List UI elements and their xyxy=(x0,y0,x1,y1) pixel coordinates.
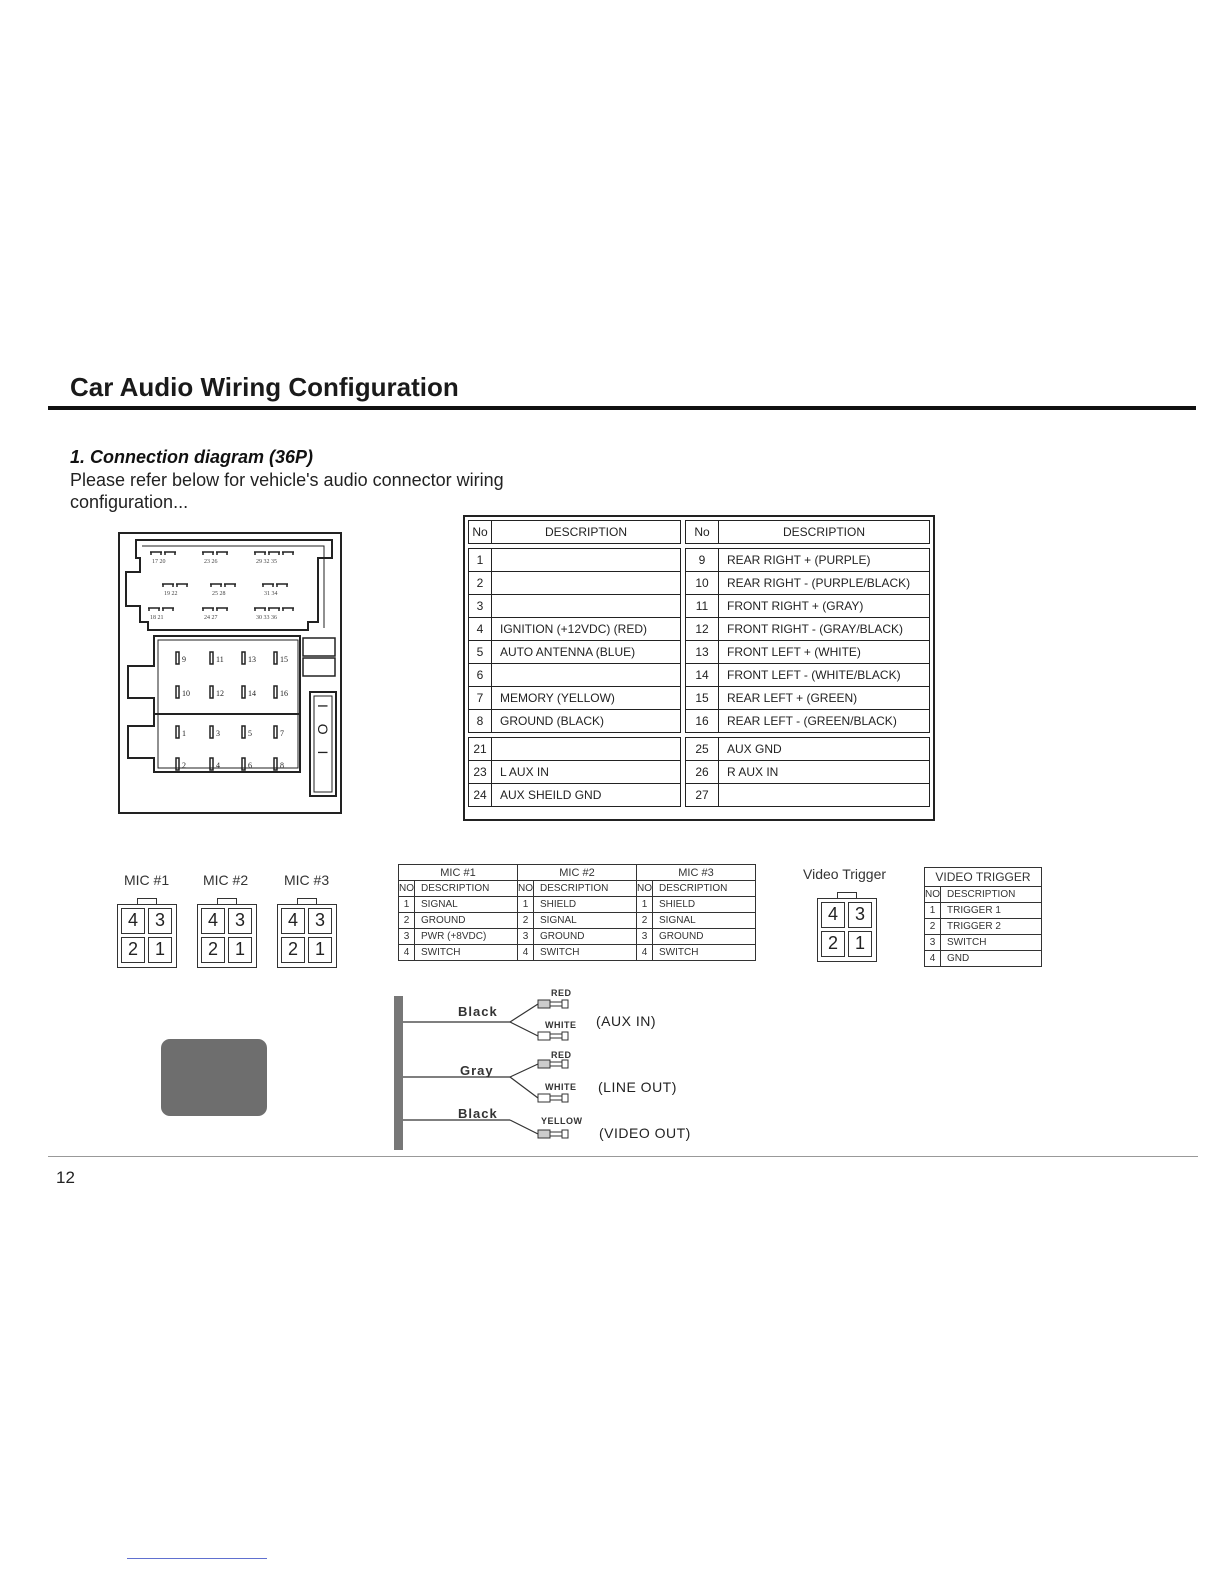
mic-group-header: MIC #2 xyxy=(518,865,637,881)
mic3-label: MIC #3 xyxy=(284,872,330,888)
column-header-no: NO xyxy=(518,881,534,897)
pin-number: 1 xyxy=(182,729,186,738)
mic-row-no: 1 xyxy=(637,897,653,913)
top-pin-label: 23 26 xyxy=(204,559,218,565)
pin-no: 8 xyxy=(469,710,492,733)
pin-number: 14 xyxy=(248,689,256,698)
rca-color-label: YELLOW xyxy=(541,1116,583,1126)
trigger-row-no: 4 xyxy=(925,951,941,967)
mic1-label: MIC #1 xyxy=(124,872,170,888)
video-trigger-label: Video Trigger xyxy=(803,866,887,882)
plug-pin: 2 xyxy=(121,937,145,963)
mic3-plug xyxy=(277,898,337,968)
pin-number: 15 xyxy=(280,655,288,664)
pin-number: 5 xyxy=(248,729,252,738)
mic-row-no: 3 xyxy=(518,929,534,945)
pin-description: R AUX IN xyxy=(719,761,930,784)
mic2-cell: GROUND xyxy=(534,929,637,945)
pin-description: REAR RIGHT + (PURPLE) xyxy=(719,549,930,572)
pin-number: 16 xyxy=(280,689,288,698)
column-header-description: DESCRIPTION xyxy=(534,881,637,897)
pin-number: 9 xyxy=(182,655,186,664)
mic-row-no: 4 xyxy=(399,945,415,961)
rca-group-label: (VIDEO OUT) xyxy=(599,1125,691,1141)
pin-number: 3 xyxy=(216,729,220,738)
mic2-cell: SIGNAL xyxy=(534,913,637,929)
cable-label: Black xyxy=(458,1004,498,1019)
pin-table-left xyxy=(468,520,681,807)
mic-row-no: 4 xyxy=(637,945,653,961)
pin-description xyxy=(492,664,681,687)
mic-table xyxy=(398,864,756,961)
pin-assignment-table xyxy=(463,515,935,821)
plug-pin: 4 xyxy=(201,908,225,934)
mic-row-no: 1 xyxy=(399,897,415,913)
mic-row-no: 2 xyxy=(637,913,653,929)
pin-description: AUTO ANTENNA (BLUE) xyxy=(492,641,681,664)
pin-description: GROUND (BLACK) xyxy=(492,710,681,733)
pin-number: 12 xyxy=(216,689,224,698)
section-heading: 1. Connection diagram (36P) xyxy=(70,447,314,467)
plug-pin: 3 xyxy=(228,908,252,934)
plug-pin: 4 xyxy=(121,908,145,934)
mic-row-no: 3 xyxy=(637,929,653,945)
column-header-description: DESCRIPTION xyxy=(492,521,681,544)
top-pin-label: 17 20 xyxy=(152,559,166,565)
pin-description: MEMORY (YELLOW) xyxy=(492,687,681,710)
trigger-row-desc: TRIGGER 1 xyxy=(941,903,1042,919)
pin-description xyxy=(492,595,681,618)
mic1-cell: PWR (+8VDC) xyxy=(415,929,518,945)
top-pin-label: 24 27 xyxy=(204,615,218,621)
pin-no: 25 xyxy=(686,738,719,761)
pin-no: 21 xyxy=(469,738,492,761)
cable-label: Black xyxy=(458,1106,498,1121)
product-image-placeholder xyxy=(161,1039,267,1116)
mic3-cell: SWITCH xyxy=(653,945,756,961)
pin-number: 10 xyxy=(182,689,190,698)
pin-description xyxy=(492,572,681,595)
rca-color-label: RED xyxy=(551,1050,572,1060)
column-header-description: DESCRIPTION xyxy=(653,881,756,897)
pin-no: 12 xyxy=(686,618,719,641)
pin-description: AUX GND xyxy=(719,738,930,761)
plug-pin: 2 xyxy=(821,931,845,957)
mic-row-no: 1 xyxy=(518,897,534,913)
column-header-description: DESCRIPTION xyxy=(941,887,1042,903)
cable-harness-bar xyxy=(394,996,403,1150)
pin-no: 2 xyxy=(469,572,492,595)
top-pin-label: 18 21 xyxy=(150,615,164,621)
column-header-no: NO xyxy=(925,887,941,903)
pin-no: 15 xyxy=(686,687,719,710)
mic-row-no: 3 xyxy=(399,929,415,945)
pin-description xyxy=(492,549,681,572)
column-header-description: DESCRIPTION xyxy=(719,521,930,544)
trigger-row-desc: TRIGGER 2 xyxy=(941,919,1042,935)
pin-number: 13 xyxy=(248,655,256,664)
pin-no: 16 xyxy=(686,710,719,733)
column-header-no: NO xyxy=(637,881,653,897)
rca-group-label: (LINE OUT) xyxy=(598,1079,677,1095)
pin-description: REAR LEFT + (GREEN) xyxy=(719,687,930,710)
pin-no: 24 xyxy=(469,784,492,807)
mic-row-no: 2 xyxy=(399,913,415,929)
pin-no: 3 xyxy=(469,595,492,618)
pin-no: 11 xyxy=(686,595,719,618)
pin-no: 13 xyxy=(686,641,719,664)
bottom-underline xyxy=(127,1558,267,1559)
mic3-cell: GROUND xyxy=(653,929,756,945)
pin-no: 1 xyxy=(469,549,492,572)
pin-no: 23 xyxy=(469,761,492,784)
column-header-description: DESCRIPTION xyxy=(415,881,518,897)
pin-no: 27 xyxy=(686,784,719,807)
mic1-cell: GROUND xyxy=(415,913,518,929)
top-pin-label: 29 32 35 xyxy=(256,559,277,565)
plug-pin: 1 xyxy=(848,931,872,957)
mic1-cell: SIGNAL xyxy=(415,897,518,913)
pin-description: REAR RIGHT - (PURPLE/BLACK) xyxy=(719,572,930,595)
section-description: Please refer below for vehicle's audio connector wiring configuration... xyxy=(70,470,504,512)
rca-color-label: RED xyxy=(551,988,572,998)
plug-pin: 1 xyxy=(228,937,252,963)
video-trigger-title: VIDEO TRIGGER xyxy=(925,868,1042,887)
pin-no: 9 xyxy=(686,549,719,572)
plug-pin: 3 xyxy=(148,908,172,934)
pin-no: 7 xyxy=(469,687,492,710)
top-pin-label: 19 22 xyxy=(164,591,178,597)
trigger-row-desc: SWITCH xyxy=(941,935,1042,951)
mic2-label: MIC #2 xyxy=(203,872,249,888)
pin-no: 5 xyxy=(469,641,492,664)
pin-description xyxy=(719,784,930,807)
page-number: 12 xyxy=(56,1168,75,1187)
top-pin-label: 31 34 xyxy=(264,591,278,597)
pin-description: IGNITION (+12VDC) (RED) xyxy=(492,618,681,641)
top-pin-label: 30 33 36 xyxy=(256,615,277,621)
pin-description: REAR LEFT - (GREEN/BLACK) xyxy=(719,710,930,733)
pin-description xyxy=(492,738,681,761)
pin-description: FRONT LEFT - (WHITE/BLACK) xyxy=(719,664,930,687)
plug-pin: 2 xyxy=(201,937,225,963)
video-trigger-plug xyxy=(817,892,877,962)
plug-pin: 3 xyxy=(308,908,332,934)
pin-table-right xyxy=(685,520,930,807)
trigger-row-no: 3 xyxy=(925,935,941,951)
mic1-cell: SWITCH xyxy=(415,945,518,961)
plug-pin: 4 xyxy=(821,902,845,928)
connector-36p-diagram xyxy=(118,532,344,816)
trigger-row-no: 2 xyxy=(925,919,941,935)
video-trigger-table xyxy=(924,867,1042,967)
mic-row-no: 2 xyxy=(518,913,534,929)
cable-label: Gray xyxy=(460,1063,494,1078)
connector-side-text: I O I xyxy=(315,704,331,761)
pin-description: FRONT RIGHT - (GRAY/BLACK) xyxy=(719,618,930,641)
column-header-no: No xyxy=(469,521,492,544)
pin-number: 2 xyxy=(182,761,186,770)
pin-no: 10 xyxy=(686,572,719,595)
page-title: Car Audio Wiring Configuration xyxy=(70,372,459,402)
mic-row-no: 4 xyxy=(518,945,534,961)
pin-no: 14 xyxy=(686,664,719,687)
pin-number: 6 xyxy=(248,761,252,770)
top-pin-label: 25 28 xyxy=(212,591,226,597)
mic2-cell: SWITCH xyxy=(534,945,637,961)
title-rule xyxy=(48,406,1196,410)
rca-color-label: WHITE xyxy=(545,1020,577,1030)
pin-number: 4 xyxy=(216,761,220,770)
pin-number: 11 xyxy=(216,655,224,664)
footer-rule xyxy=(48,1156,1198,1157)
pin-number: 8 xyxy=(280,761,284,770)
pin-no: 4 xyxy=(469,618,492,641)
trigger-row-no: 1 xyxy=(925,903,941,919)
column-header-no: No xyxy=(686,521,719,544)
mic3-cell: SIGNAL xyxy=(653,913,756,929)
rca-color-label: WHITE xyxy=(545,1082,577,1092)
plug-pin: 4 xyxy=(281,908,305,934)
pin-description: FRONT LEFT + (WHITE) xyxy=(719,641,930,664)
column-header-no: NO xyxy=(399,881,415,897)
mic-group-header: MIC #3 xyxy=(637,865,756,881)
pin-no: 26 xyxy=(686,761,719,784)
mic-group-header: MIC #1 xyxy=(399,865,518,881)
pin-number: 7 xyxy=(280,729,284,738)
pin-description: AUX SHEILD GND xyxy=(492,784,681,807)
plug-pin: 1 xyxy=(308,937,332,963)
mic1-plug xyxy=(117,898,177,968)
plug-pin: 3 xyxy=(848,902,872,928)
mic2-plug xyxy=(197,898,257,968)
pin-no: 6 xyxy=(469,664,492,687)
pin-description: L AUX IN xyxy=(492,761,681,784)
rca-group-label: (AUX IN) xyxy=(596,1013,656,1029)
plug-pin: 1 xyxy=(148,937,172,963)
mic2-cell: SHIELD xyxy=(534,897,637,913)
trigger-row-desc: GND xyxy=(941,951,1042,967)
plug-pin: 2 xyxy=(281,937,305,963)
pin-description: FRONT RIGHT + (GRAY) xyxy=(719,595,930,618)
mic3-cell: SHIELD xyxy=(653,897,756,913)
